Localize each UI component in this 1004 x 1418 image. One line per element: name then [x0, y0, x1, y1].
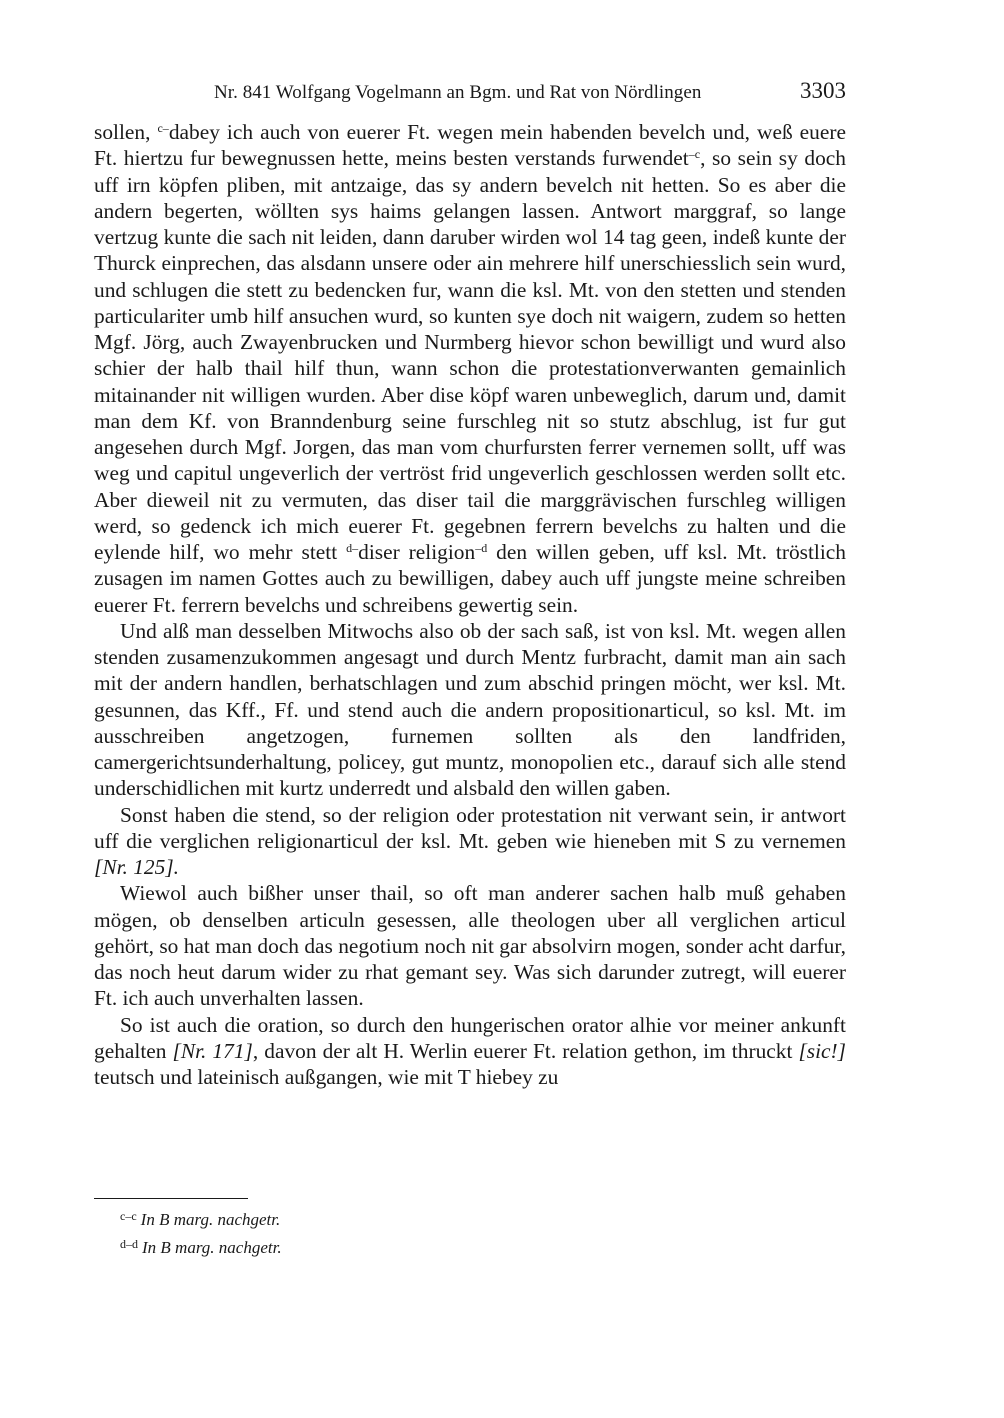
paragraph-1-text-c: , so sein sy doch uff irn köpfen pliben, mit antzaige, das sy andern bevelch nit hetten. So es aber die andern begerten, wöllten sys haims gelangen lassen. Antwort marggraf, so lange vertzug kunte die sach nit leiden, dann daruber wirden wol 14 tag geen, indeß kunte der Thurck einprechen, das alsdann unsere oder ain mehrere hilf unerschiesslich sein wurd, und schlugen die stett zu bedencken fur, wann die ksl. Mt. von den stetten und stenden particulariter umb hilf ansuchen wurd, so kunten sye doch nit waigern, zudem so hetten Mgf. Jörg, auch Zwayenbrucken und Nurmberg hievor schon bewilligt und wurd also schier der halb thail hilf thun, wann schon die protestationverwanten gemainlich mitainander nit willigen wurden. Aber dise köpf waren unbeweglich, darum und, damit man dem Kf. von Branndenburg seine furschleg nit so stutz abschlug, ist fur gut angesehen durch Mgf. Jorgen, das man vom churfursten ferrer vernemen sollt, uff was weg und capitul ungeverlich der vertröst frid ungeverlich geschlossen werden sollt etc. Aber dieweil nit zu vermuten, das diser tail die marggrävischen furschleg willigen werd, so gedenck ich mich euerer Ft. gegebnen ferrern bevelchs zu halten und die eylende hilf, wo mehr stett — [94, 146, 846, 564]
editorial-sic: [sic!] — [798, 1038, 846, 1063]
footnote-text: In B marg. nachgetr. — [140, 1210, 281, 1229]
footnote-sigla-c-open: c– — [157, 121, 169, 135]
editorial-reference: [Nr. 171] — [172, 1038, 253, 1063]
footnotes — [120, 1204, 282, 1260]
paragraph-5-text-a: So ist auch die oration, so durch den hungerischen orator alhie vor meiner ankunft gehalten — [94, 1012, 846, 1063]
paragraph-5-text-c: teutsch und lateinisch außgangen, wie mit T hiebey zu — [94, 1065, 559, 1089]
editorial-reference: [Nr. 125]. — [94, 855, 179, 879]
paragraph-1-text-e: den willen geben, uff ksl. Mt. tröstlich zusagen im namen Gottes auch zu bewilligen, dabey auch uff jungste meine schreiben euerer Ft. ferrern bevelchs und schreibens gewertig sein. — [94, 540, 846, 617]
paragraph-4: Wiewol auch bißher unser thail, so oft man anderer sachen halb muß gehaben mögen, ob denselben articuln gesessen, alle theologen uber all verglichen articul gehört, so hat man doch das negotium noch nit gar absolvirn mogen, sonder acht darfur, das noch heut darum wider zu rhat gemant sey. Was sich darunder zutregt, will euerer Ft. ich auch unverhalten lassen. — [94, 881, 846, 1011]
page-number: 3303 — [800, 78, 846, 103]
paragraph-2: Und alß man desselben Mitwochs also ob der sach saß, ist von ksl. Mt. wegen allen stenden zusamenzukommen angesagt und durch Mentz furbracht, damit man ain sach mit der andern handlen, berhatschlagen und zum abschid pringen möcht, wer ksl. Mt. gesunnen, das Kff., Ff. und stend auch die andern propositionarticul, so ksl. Mt. im ausschreiben angetzogen, furnemen sollten als den landfriden, camergerichtsunderhaltung, policey, gut muntz, monopolien etc., darauf sich alle stend underschidlichen mit kurtz underredt und alsbald den willen gaben. — [94, 618, 846, 801]
paragraph-1-text-b: dabey ich auch von euerer Ft. wegen mein habenden bevelch und, weß euere Ft. hiertzu fur bewegnussen hette, meins besten verstands furwendet — [94, 120, 846, 171]
paragraph-5 — [94, 1012, 846, 1091]
document-page — [94, 0, 846, 1418]
paragraph-1 — [94, 119, 846, 618]
paragraph-3 — [94, 802, 846, 881]
paragraph-3-text: Sonst haben die stend, so der religion oder protestation nit verwant sein, ir antwort uff die verglichen religionarticul der ksl. Mt. geben wie hieneben mit S zu vernemen — [94, 802, 846, 853]
footnote-text: In B marg. nachgetr. — [142, 1238, 282, 1257]
footnote-sigla: d–d — [120, 1237, 138, 1251]
footnote-rule — [94, 1198, 248, 1199]
footnote-sigla-d-close: –d — [475, 541, 488, 555]
footnote-sigla: c–c — [120, 1209, 137, 1223]
running-title: Nr. 841 Wolfgang Vogelmann an Bgm. und Rat von Nördlingen — [214, 82, 702, 103]
footnote — [120, 1204, 282, 1232]
footnote-sigla-d-open: d– — [346, 541, 359, 555]
body-text — [94, 119, 846, 1090]
page-header — [94, 76, 846, 110]
paragraph-5-text-b: , davon der alt H. Werlin euerer Ft. relation gethon, im thruckt — [252, 1038, 799, 1063]
paragraph-1-text-d: diser religion — [358, 540, 476, 564]
footnote — [120, 1232, 282, 1260]
paragraph-1-text-a: sollen, — [94, 120, 158, 144]
footnote-sigla-c-close: –c — [688, 147, 701, 162]
